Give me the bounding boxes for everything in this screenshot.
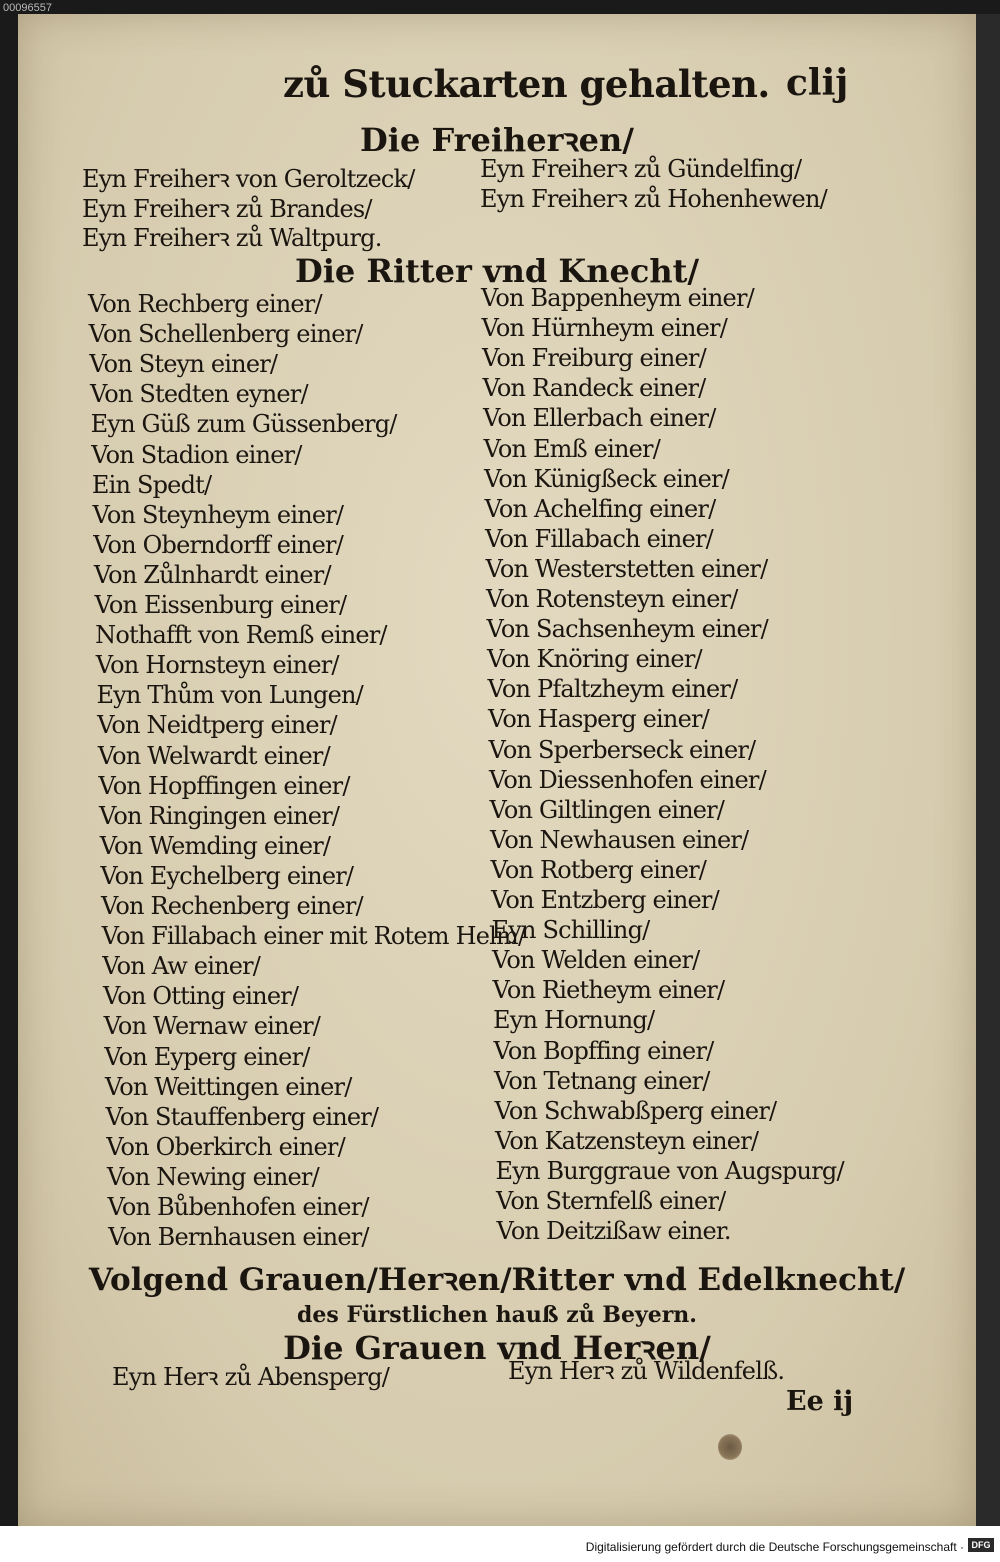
list-item: Von Bappenheym einer/ (481, 284, 754, 312)
list-item: Von Welwardt einer/ (97, 741, 330, 770)
list-item: Von Newing einer/ (106, 1162, 319, 1191)
list-item: Von Welden einer/ (492, 946, 700, 975)
list-item: Von Steynheym einer/ (92, 500, 344, 529)
list-item: Eyn Freiherꝛ zů Brandes/ (82, 194, 372, 223)
list-item: Eyn Freiherꝛ zů Gündelfing/ (480, 155, 802, 183)
catchword: Ee ij (786, 1386, 854, 1417)
list-item: Eyn Hornung/ (493, 1006, 655, 1035)
list-item: Von Künigßeck einer/ (484, 464, 729, 493)
list-item: Ein Spedt/ (91, 470, 212, 499)
list-item: Von Giltlingen einer/ (489, 795, 725, 824)
list-item: Von Rechberg einer/ (88, 290, 322, 318)
footer-credit: Digitalisierung gefördert durch die Deutsche Forschungsgemeinschaft · (585, 1540, 964, 1554)
paper-stain (718, 1434, 742, 1460)
list-item: Von Wemding einer/ (99, 831, 331, 860)
running-title: zů Stuckarten gehalten. (283, 62, 770, 106)
list-item: Von Oberkirch einer/ (106, 1132, 345, 1161)
list-item: Von Rotberg einer/ (490, 855, 707, 884)
list-item: Von Bůbenhofen einer/ (107, 1193, 369, 1221)
list-item: Von Sternfelß einer/ (496, 1187, 726, 1215)
list-item: Eyn Freiherꝛ zů Hohenhewen/ (480, 185, 827, 213)
list-item: Von Achelfing einer/ (484, 494, 716, 523)
list-item: Von Neidtperg einer/ (97, 711, 337, 740)
list-item: Eyn Güß zum Güssenberg/ (90, 410, 397, 439)
list-item: Von Sperberseck einer/ (488, 735, 756, 764)
list-item: Eyn Herꝛ zů Abensperg/ (112, 1363, 390, 1391)
list-item: Von Katzensteyn einer/ (495, 1126, 759, 1155)
list-item: Von Hürnheym einer/ (481, 314, 727, 343)
list-item: Von Freiburg einer/ (482, 344, 706, 373)
list-item: Eyn Burggraue von Augspurg/ (495, 1156, 844, 1185)
list-item: Von Emß einer/ (483, 434, 660, 463)
scan-id: 00096557 (3, 2, 52, 14)
list-item: Von Schellenberg einer/ (88, 320, 363, 349)
list-item: Von Westerstetten einer/ (485, 554, 768, 583)
list-item: Von Deitzißaw einer. (496, 1217, 731, 1246)
list-item: Von Weittingen einer/ (104, 1072, 352, 1101)
section-title-ritter: Die Ritter vnd Knecht/ (294, 252, 700, 290)
list-item: Von Rietheym einer/ (492, 976, 725, 1005)
dfg-logo: DFG (968, 1538, 994, 1552)
list-item: Eyn Thům von Lungen/ (96, 681, 363, 710)
list-item: Nothafft von Remß einer/ (95, 621, 387, 650)
section-title-volgend: Volgend Grauen/Herꝛen/Ritter vnd Edelknecht/ (88, 1262, 906, 1298)
list-item: Von Pfaltzheym einer/ (487, 675, 738, 704)
list-item: Von Sachsenheym einer/ (486, 615, 768, 644)
list-item: Von Entzberg einer/ (491, 886, 719, 914)
list-item: Von Fillabach einer mit Rotem Helm/ (101, 922, 526, 951)
running-head (18, 62, 976, 122)
list-item: Von Rechenberg einer/ (101, 892, 363, 920)
list-item: Von Zůlnhardt einer/ (93, 560, 331, 589)
list-item: Von Bopffing einer/ (493, 1036, 714, 1065)
list-item: Eyn Freiherꝛ zů Waltpurg. (82, 224, 382, 252)
footer-bar (0, 1526, 1000, 1562)
list-item: Von Bernhausen einer/ (108, 1223, 369, 1252)
list-item: Von Hornsteyn einer/ (95, 651, 339, 680)
list-item: Von Aw einer/ (102, 952, 261, 981)
list-item: Von Oberndorff einer/ (93, 530, 344, 559)
section-title-freiherren: Die Freiherꝛen/ (360, 121, 634, 159)
folio-number: clij (786, 62, 849, 104)
list-item: Von Stauffenberg einer/ (105, 1102, 379, 1131)
list-item: Von Newhausen einer/ (490, 825, 749, 854)
list-item: Von Tetnang einer/ (494, 1066, 710, 1095)
list-item: Von Hasperg einer/ (488, 705, 709, 734)
list-item: Von Randeck einer/ (482, 374, 706, 403)
list-item: Eyn Schilling/ (491, 916, 650, 945)
list-item: Eyn Herꝛ zů Wildenfelß. (508, 1357, 785, 1385)
list-item: Von Schwabßperg einer/ (494, 1096, 777, 1125)
book-page (18, 14, 976, 1526)
list-item: Von Stedten eyner/ (89, 380, 308, 409)
list-item: Von Ellerbach einer/ (483, 404, 716, 433)
list-item: Eyn Freiherꝛ von Geroltzeck/ (82, 165, 415, 193)
list-item: Von Eyperg einer/ (104, 1042, 310, 1071)
section-subtitle-volgend: des Fürstlichen hauß zů Beyern. (297, 1302, 697, 1328)
list-item: Von Stadion einer/ (91, 440, 302, 469)
list-item: Von Diessenhofen einer/ (489, 765, 766, 794)
list-item: Von Hopffingen einer/ (98, 771, 350, 800)
section-title-grauen: Die Grauen vnd Herꝛen/ (283, 1329, 711, 1367)
list-item: Von Otting einer/ (102, 982, 299, 1011)
list-item: Von Ringingen einer/ (99, 801, 340, 830)
list-item: Von Knöring einer/ (487, 645, 702, 674)
list-item: Von Steyn einer/ (89, 350, 278, 379)
list-item: Von Fillabach einer/ (485, 524, 713, 553)
list-item: Von Rotensteyn einer/ (486, 585, 738, 613)
list-item: Von Eychelberg einer/ (100, 861, 354, 890)
scan-edge (976, 14, 1000, 1526)
list-item: Von Eissenburg einer/ (94, 591, 347, 619)
list-item: Von Wernaw einer/ (103, 1012, 321, 1041)
